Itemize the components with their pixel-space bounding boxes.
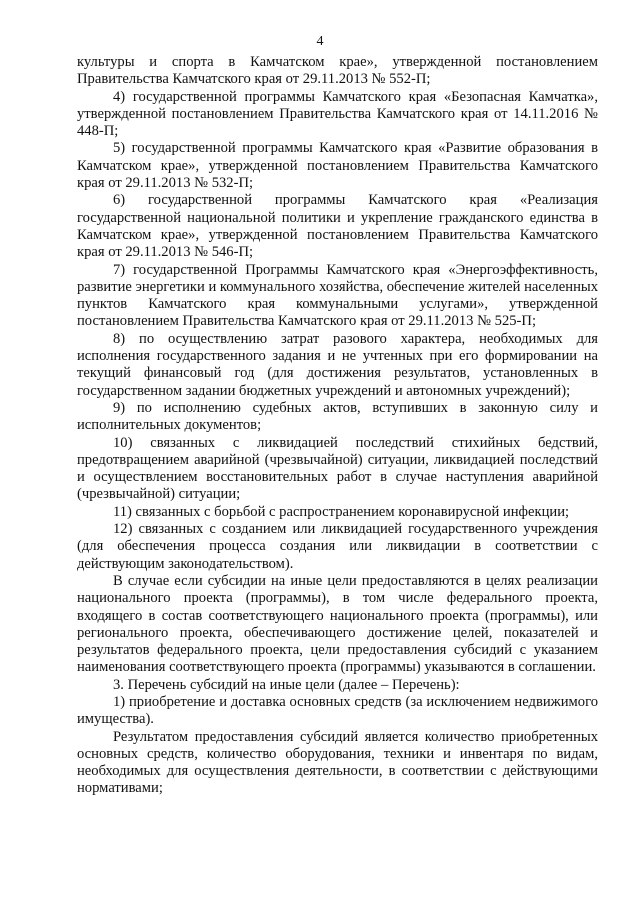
paragraph: 6) государственной программы Камчатского края «Реализация государственной национальной политики и укрепление гражданского единства в Камчатском крае», утвержденной постановлением Правительства Камчатского края от 29.11.2013 № 546-П; xyxy=(77,192,598,261)
paragraph: 3. Перечень субсидий на иные цели (далее – Перечень): xyxy=(113,676,460,693)
page-number: 4 xyxy=(316,34,324,49)
paragraph: 11) связанных с борьбой с распространением коронавирусной инфекции; xyxy=(113,503,570,520)
paragraph: 4) государственной программы Камчатского края «Безопасная Камчатка», утвержденной постановлением Правительства Камчатского края от 14.11.2016 № 448-П; xyxy=(77,88,598,140)
paragraph: культуры и спорта в Камчатском крае», утвержденной постановлением Правительства Камчатского края от 29.11.2013 № 552-П; xyxy=(77,54,598,88)
paragraph: В случае если субсидии на иные цели предоставляются в целях реализации национального проекта (программы), в том числе федерального проекта, входящего в состав соответствующего национального проекта (программы), или регионального проекта, обеспечивающего достижение целей, показателей и результатов федерального проекта, цели предоставления субсидий с указанием наименования соответствующего проекта (программы) указываются в соглашении. xyxy=(77,572,598,676)
paragraph: 1) приобретение и доставка основных средств (за исключением недвижимого имущества). xyxy=(77,693,598,728)
paragraph: 8) по осуществлению затрат разового характера, необходимых для исполнения государственного задания и не учтенных при его формировании на текущий финансовый год (для достижения результатов, установленных в государственном задании бюджетных учреждений и автономных учреждений); xyxy=(77,330,598,399)
paragraph: 10) связанных с ликвидацией последствий стихийных бедствий, предотвращением аварийной (чрезвычайной) ситуации, ликвидацией последствий и осуществлением восстановительных работ в случае наступления аварийной (чрезвычайной) ситуации; xyxy=(77,434,598,503)
paragraph: 12) связанных с созданием или ликвидацией государственного учреждения (для обеспечения процесса создания или ликвидации в соответствии с действующим законодательством). xyxy=(77,521,598,572)
paragraph: Результатом предоставления субсидий является количество приобретенных основных средств, количество оборудования, техники и инвентаря по видам, необходимых для осуществления деятельности, в соответствии с действующими нормативами; xyxy=(77,728,598,797)
paragraph: 7) государственной Программы Камчатского края «Энергоэффективность, развитие энергетики и коммунального хозяйства, обеспечение жителей населенных пунктов Камчатского края коммунальными услугами», утвержденной постановлением Правительства Камчатского края от 29.11.2013 № 525-П; xyxy=(77,261,598,330)
paragraph: 9) по исполнению судебных актов, вступивших в законную силу и исполнительных документов; xyxy=(77,399,598,434)
paragraph: 5) государственной программы Камчатского края «Развитие образования в Камчатском крае», утвержденной постановлением Правительства Камчатского края от 29.11.2013 № 532-П; xyxy=(77,140,598,192)
document-body xyxy=(77,54,598,798)
